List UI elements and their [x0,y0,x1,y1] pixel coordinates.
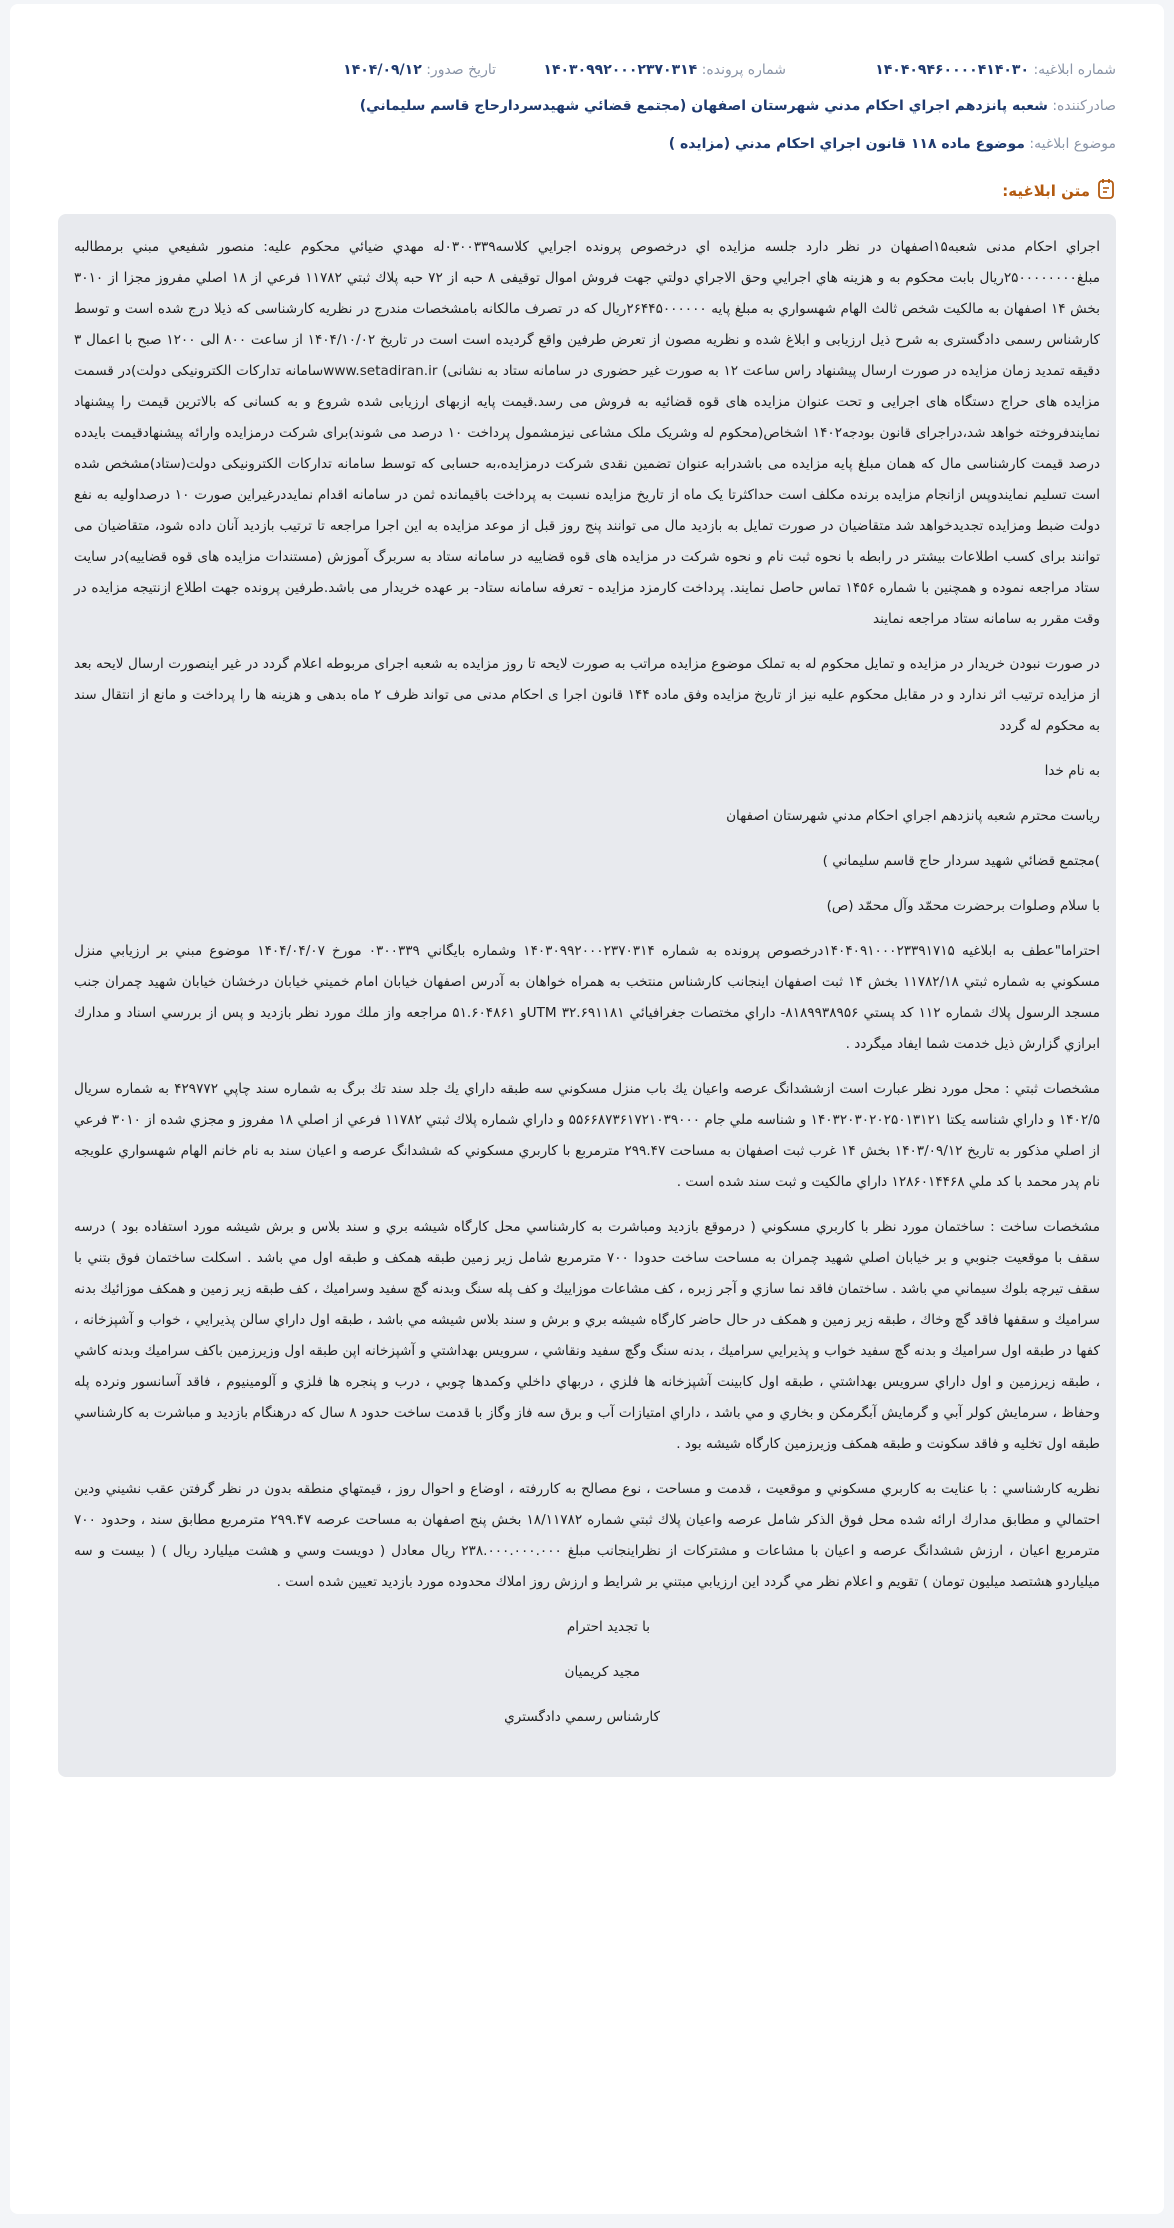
meta-row [58,62,1116,78]
closing: با تجديد احترام [566,1619,650,1635]
subject [58,136,1116,152]
notice-number [786,62,1116,78]
case-number-label: شماره پرونده: [701,62,786,78]
greeting: با سلام وصلوات برحضرت محمّد وآل محمّد (ص) [826,898,1100,914]
notepad-icon [1096,178,1116,204]
notice-number-label: شماره ابلاغيه: [1033,62,1116,78]
notice-number-value: ۱۴۰۴۰۹۴۶۰۰۰۰۴۱۴۰۳۰ [875,62,1029,78]
salutation: به نام خدا [1044,763,1100,779]
expert-title: كارشناس رسمي دادگستري [504,1709,660,1725]
issuer-value: شعبه پانزدهم اجراي احکام مدني شهرستان اصفهان (مجتمع قضائي شهيدسردارحاج قاسم سليماني) [359,98,1048,114]
issue-date [343,62,496,78]
auction-paragraph: اجراي احكام مدنی شعبه۱۵اصفهان در نظر دارد جلسه مزايده اي درخصوص پرونده اجرايي كلاسه۰۳۰۰۳۳۹له مهدي ضيائي محكوم عليه: منصور شفيعي مبني برمطالبه مبلغ۲۵۰۰۰۰۰۰۰۰ريال بابت محكوم به و هزينه هاي اجرايي وحق الاجراي دولتي جهت فروش اموال توقيفی ۸ حبه از ۷۲ حبه پلاك ثبتي ۱۱۷۸۲ فرعي از ۱۸ اصلي مفروز مجزا از ۳۰۱۰ بخش ۱۴ اصفهان به مالكيت شخص ثالث الهام شهسواري به مبلغ پايه ۲۶۴۴۵۰۰۰۰۰۰ريال كه در تصرف مالكانه بامشخصات مندرج در نظريه كارشناسی كه ذيلا درج شده است و توسط كارشناس رسمی دادگستری به شرح ذيل ارزيابی و ابلاغ شده و نظريه مصون از تعرض طرفين واقع گرديده است است در تاريخ ۱۴۰۴/۱۰/۰۲ از ساعت ۸۰۰ الی ۱۲۰۰ صبح با اعمال ۳ دقيقه تمديد زمان مزايده در صورت ارسال پيشنهاد راس ساعت ۱۲ به صورت غير حضوری در سامانه ستاد به نشانی) www.setadiran.irسامانه تداركات الكترونيكی دولت)در قسمت مزايده های حراج دستگاه های اجرايی و تحت عنوان مزايده های قوه قضائيه به فروش می رسد.قيمت پايه ازبهای ارزيابی شده شروع و به كسانی كه بالاترين قيمت را پيشنهاد نمايندفروخته خواهد شد،دراجرای قانون بودجه۱۴۰۲ اشخاص(محكوم له وشريک ملک مشاعی نيزمشمول پرداخت ۱۰ درصد می شوند)برای شركت درمزايده وارائه پيشنهادقيمت بايدده درصد قيمت كارشناسی مال كه همان مبلغ پايه مزايده می باشدرابه عنوان تضمين نقدی شركت درمزايده،به حسابی كه توسط سامانه تداركات الكترونيكی دولت(ستاد)مشخص شده است تسليم نمايندوپس ازانجام مزايده برنده مكلف است حداكثرتا يک ماه از تاريخ مزايده نسبت به پرداخت باقيمانده ثمن در سامانه اقدام نمايددرغيراين صورت ۱۰ درصداوليه به نفع دولت ضبط ومزايده تجديدخواهد شد متقاضيان در صورت تمايل به بازديد مال می توانند پنج روز قبل از موعد مزايده به اين اجرا مراجعه تا ترتيب بازديد آنان داده شود، متقاضيان می توانند برای كسب اطلاعات بيشتر در رابطه با نحوه ثبت نام و نحوه شركت در مزايده های قوه قضاييه در سامانه ستاد به سربرگ آموزش (مستندات مزايده های قوه قضاييه)در سايت ستاد مراجعه نموده و همچنين با شماره ۱۴۵۶ تماس حاصل نمايند. پرداخت كارمزد مزايده - تعرفه سامانه ستاد- بر عهده خريدار می باشد.طرفين پرونده جهت اطلاع ازنتيجه مزايده در وقت مقرر به سامانه ستاد مراجعه نمايند [74,239,1101,627]
subject-value: موضوع ماده ۱۱۸ قانون اجراي احکام مدني (مزايده ) [668,136,1025,152]
expert-opinion: نظريه كارشناسي : با عنايت به كاربري مسكوني و موقعيت ، قدمت و مساحت ، نوع مصالح به كاررفته ، اوضاع و احوال روز ، قيمتهاي منطقه بدون در نظر گرفتن عقب نشيني ودين احتمالي و مطابق مدارك ارائه شده محل فوق الذكر شامل عرصه واعيان پلاك ثبتي شماره ۱۸/۱۱۷۸۲ بخش پنج اصفهان به مساحت عرصه ۲۹۹.۴۷ مترمربع مطابق سند ، وحدود ۷۰۰ مترمربع اعيان ، ارزش ششدانگ عرصه و اعيان با مشاعات و مشتركات از نظراينجانب مبلغ ۲۳۸.۰۰۰.۰۰۰.۰۰۰ ريال معادل ( دويست وسي و هشت ميليارد ريال ) ( بيست و سه ميلياردو هشتصد ميليون تومان ) تقويم و اعلام نظر مي گردد اين ارزيابي مبتني بر شرايط و ارزش روز املاك محدوده مورد بازديد تعيين شده است . [74,1481,1100,1590]
body-title [58,178,1116,204]
reference-paragraph: احتراما"عطف به ابلاغيه ۱۴۰۴۰۹۱۰۰۰۲۳۳۹۱۷۱۵درخصوص پرونده به شماره ۱۴۰۳۰۹۹۲۰۰۰۲۳۷۰۳۱۴ وشماره بايگاني ۰۳۰۰۳۳۹ مورخ ۱۴۰۴/۰۴/۰۷ موضوع مبني بر ارزيابي منزل مسكوني به شماره ثبتي ۱۱۷۸۲/۱۸ بخش ۱۴ ثبت اصفهان اينجانب كارشناس منتخب به همراه خواهان به آدرس اصفهان خيابان امام خميني خيابان درخشان خيابان شهيد چمران جنب مسجد الرسول پلاك شماره ۱۱۲ كد پستي ۸۱۸۹۹۳۸۹۵۶- داراي مختصات جغرافيائي ۳۲.۶۹۱۱۸۱ UTMو ۵۱.۶۰۴۸۶۱ مراجعه واز ملك مورد نظر بازديد و پس از بررسي اسناد و مدارك ابرازي گزارش ذيل خدمت شما ايفاد ميگردد . [74,943,1101,1052]
issue-date-value: ۱۴۰۴/۰۹/۱۲ [343,62,422,78]
issue-date-label: تاريخ صدور: [426,62,496,78]
creditor-paragraph: در صورت نبودن خريدار در مزايده و تمايل محكوم له به تملک موضوع مزايده مراتب به صورت لايحه تا روز مزايده به شعبه اجرای مربوطه اعلام گردد در غير اينصورت ارسال لايحه بعد از مزايده ترتيب اثر ندارد و در مقابل محكوم عليه نيز از تاريخ مزايده وفق ماده ۱۴۴ قانون اجرا ی احكام مدنی می تواند ظرف ۲ ماه بدهی و هزينه ها را پرداخت و مانع از انتقال سند به محكوم له گردد [74,656,1100,734]
issuer [58,98,1116,114]
notice-page [10,4,1164,2214]
case-number-value: ۱۴۰۳۰۹۹۲۰۰۰۲۳۷۰۳۱۴ [543,62,698,78]
addressee-complex: )مجتمع قضائي شهيد سردار حاج قاسم سليماني ) [822,853,1100,869]
notice-body [58,214,1116,1777]
registration-details: مشخصات ثبتي : محل مورد نظر عبارت است ازششدانگ عرصه واعيان يك باب منزل مسكوني سه طبقه داراي يك جلد سند تك برگ به شماره سند چاپي ۴۲۹۷۷۲ به شماره سريال ۱۴۰۲/۵ و داراي شناسه يكتا ۱۴۰۳۲۰۳۰۲۰۲۵۰۱۳۱۲۱ و شناسه ملي جام ۵۵۶۶۸۷۳۶۱۷۲۱۰۳۹۰۰۰ و داراي شماره پلاك ثبتي ۱۱۷۸۲ فرعي از اصلي ۱۸ مفروز و مجزي شده از ۳۰۱۰ فرعي از اصلي مذكور به تاريخ ۱۴۰۳/۰۹/۱۲ بخش ۱۴ غرب ثبت اصفهان به مساحت ۲۹۹.۴۷ مترمربع با كاربري مسكوني كه ششدانگ عرصه و اعيان سند به نام خانم الهام شهسواري علويجه نام پدر محمد با كد ملي ۱۲۸۶۰۱۴۴۶۸ داراي مالكيت و ثبت سند شده است . [74,1081,1101,1190]
body-title-text: متن ابلاغيه: [1002,182,1090,200]
subject-label: موضوع ابلاغيه: [1029,136,1116,152]
expert-name: مجيد كريميان [564,1664,640,1680]
case-number [496,62,786,78]
issuer-label: صادرکننده: [1052,98,1116,114]
addressee: رياست محترم شعبه پانزدهم اجراي احكام مدني شهرستان اصفهان [726,808,1100,824]
construction-details: مشخصات ساخت : ساختمان مورد نظر با كاربري مسكوني ( درموقع بازديد ومباشرت به كارشناسي محل كارگاه شيشه بري و سند بلاس و برش شيشه مورد استفاده بود ) درسه سقف با موقعيت جنوبي و بر خيابان اصلي شهيد چمران به مساحت ساخت حدودا ۷۰۰ مترمربع شامل زير زمين طبقه همكف و طبقه اول مي باشد . اسكلت ساختمان فوق بتني با سقف تيرچه بلوك سيماني مي باشد . ساختمان فاقد نما سازي و آجر زبره ، كف مشاعات موزاييك و كف پله سنگ وبدنه گچ سفيد وسراميك ، كف طبقه زير زمين و همكف موزائيك بدنه سراميك و سقفها فاقد گچ وخاك ، طبقه زير زمين و همكف در حال حاضر كارگاه شيشه بري و برش و سند بلاس شيشه مي باشد ، طبقه اول داراي سالن پذيرايي ، خواب و آشپزخانه ، كفها در طبقه اول سراميك و بدنه گچ سفيد خواب و پذيرايي سراميك ، بدنه سنگ وگچ سفيد ونقاشي ، سرويس بهداشتي و آشپزخانه اپن طبقه اول وزيرزمين باكف سراميك وبدنه كاشي ، طبقه زيرزمين و اول داراي سرويس بهداشتي ، طبقه اول كابينت آشپزخانه ها فلزي ، دربهاي داخلي وكمدها چوبي ، درب و پنجره ها فلزي و آلومينيوم ، فاقد آسانسور ونرده پله وحفاظ ، سرمايش كولر آبي و گرمايش آبگرمكن و بخاري و مي باشد ، داراي امتيازات آب و برق سه فاز وگاز با قدمت ساخت حدود ۸ سال كه درهنگام بازديد و مباشرت به كارشناسي طبقه اول تخليه و فاقد سكونت و طبقه همكف وزيرزمين كارگاه شيشه بود . [74,1219,1100,1452]
